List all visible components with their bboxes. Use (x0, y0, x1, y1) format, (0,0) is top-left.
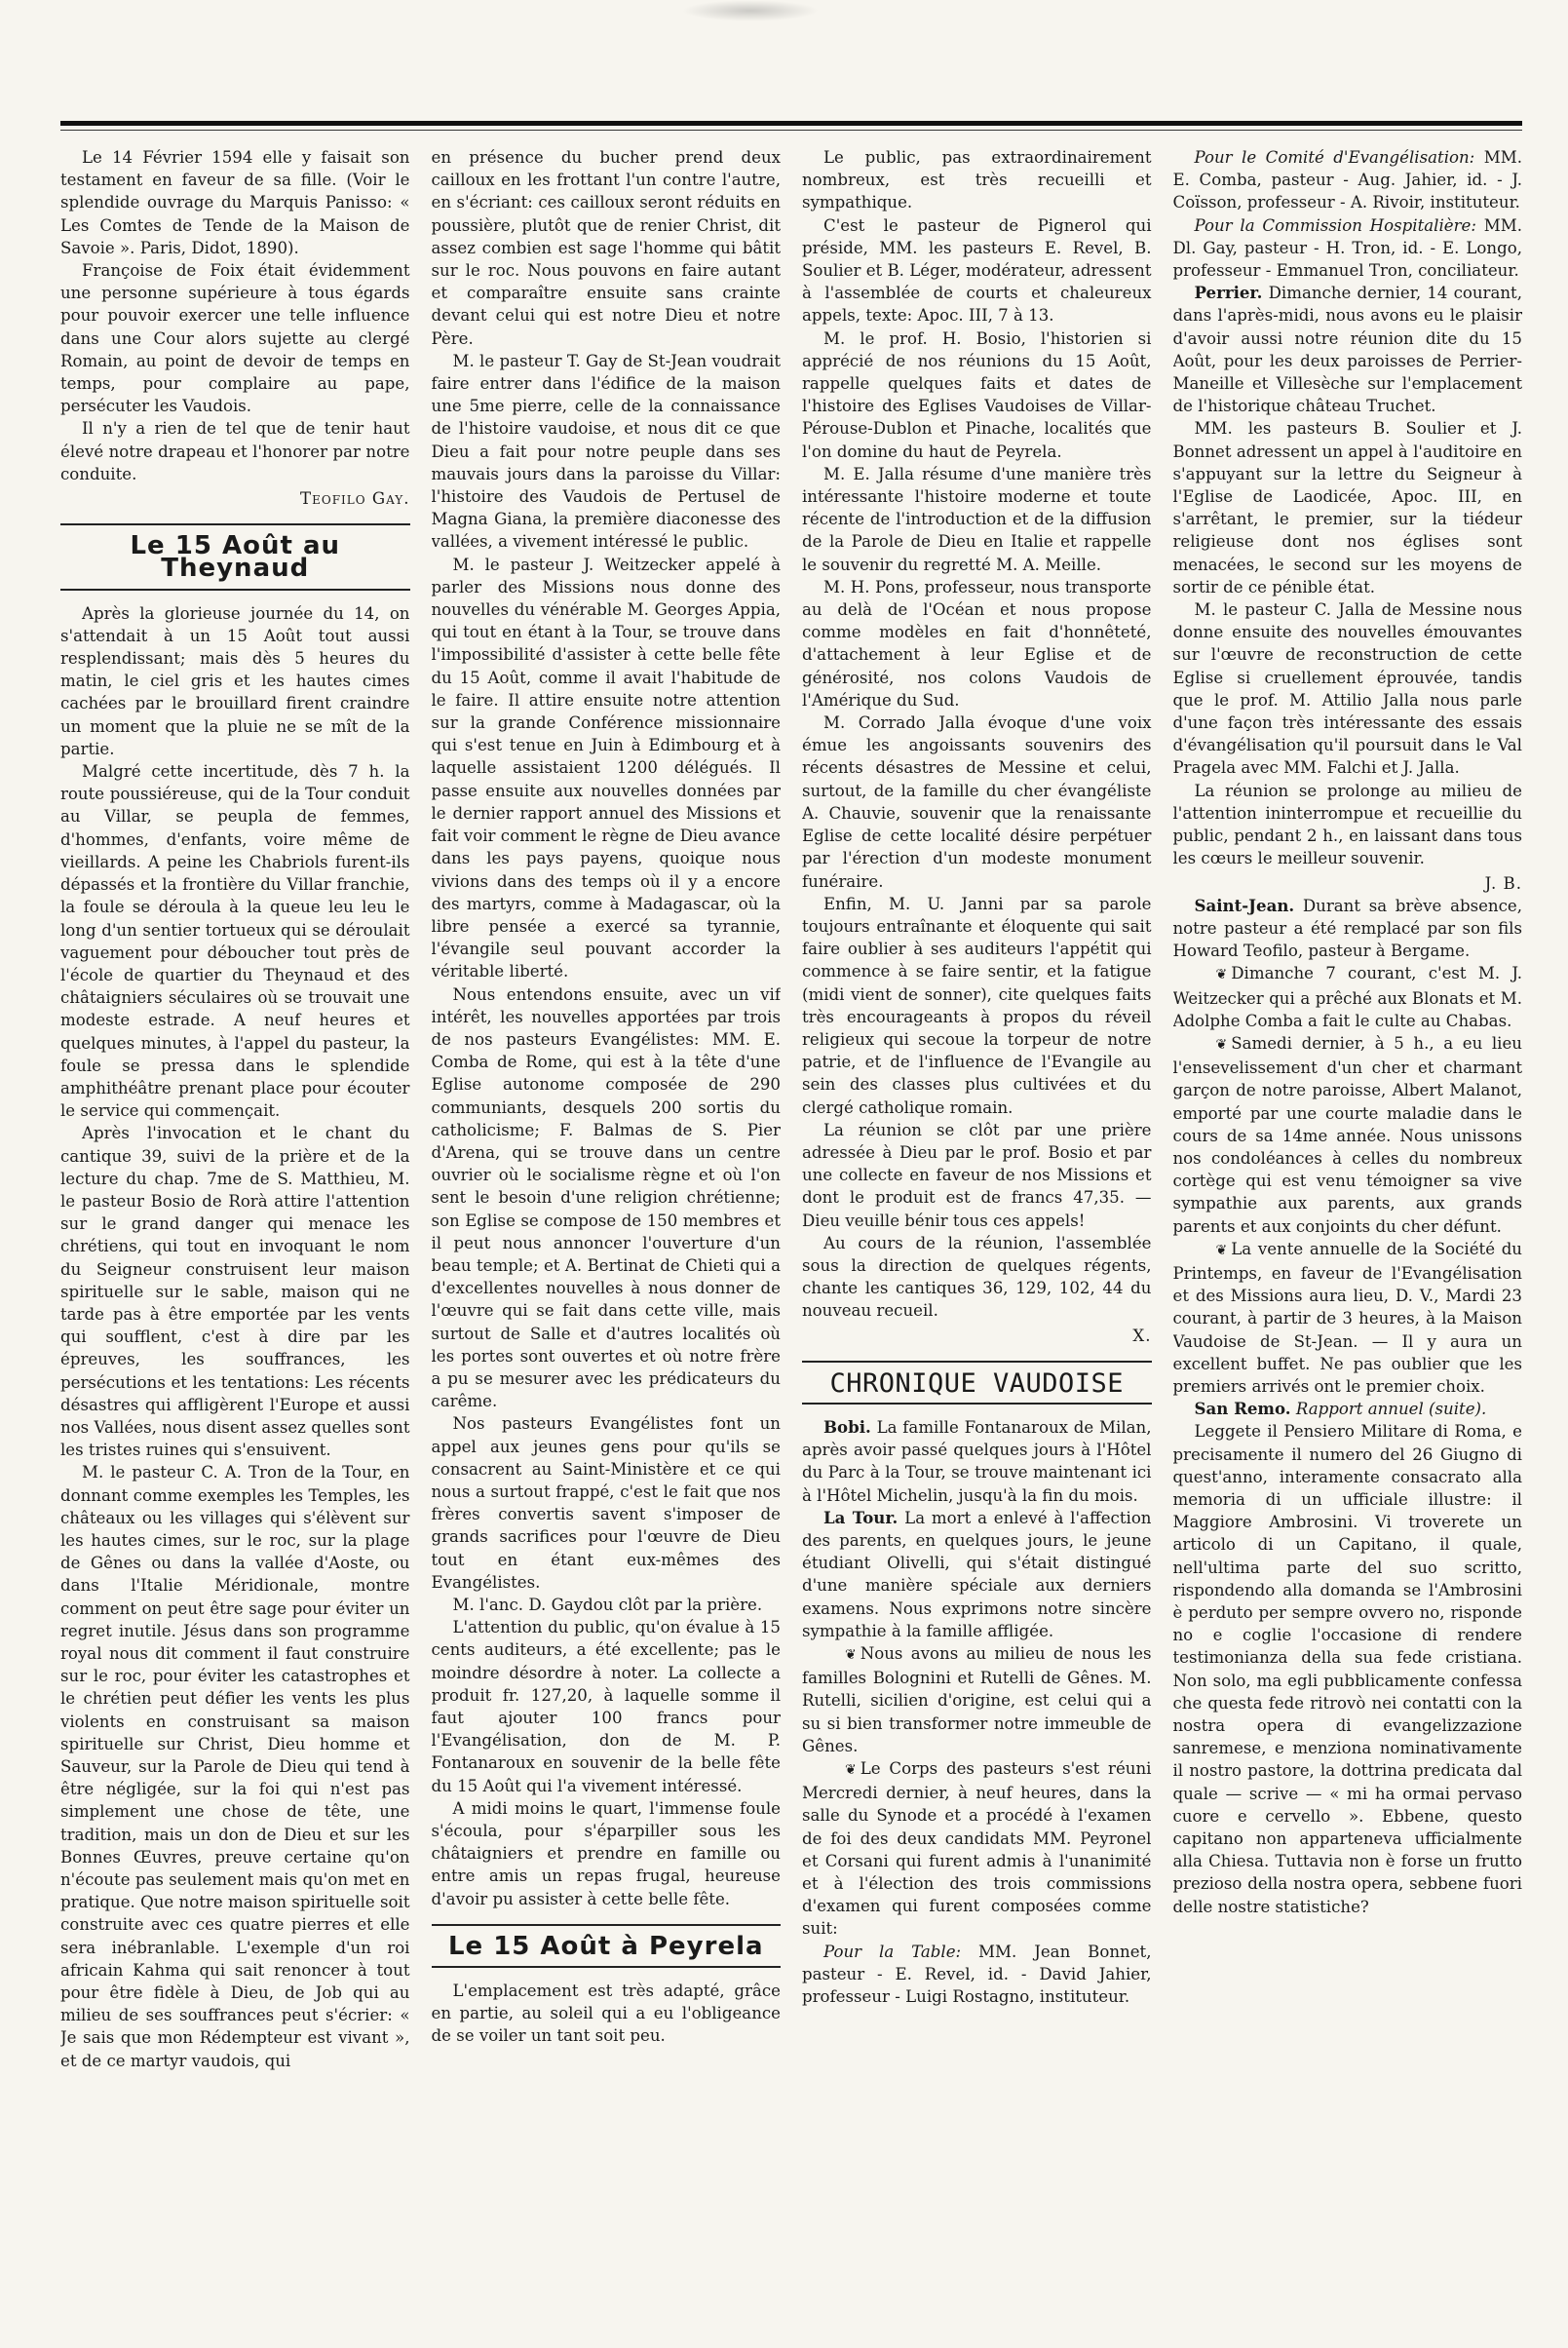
news-text: La vente annuelle de la Société du Printemps, en faveur de l'Evangélisation et des Missions aura lieu, D. V., Mardi 23 courant, à partir de 3 heures, à la Maison Vaudoise de St-Jean. — Il y aura un excellent buffet. Ne pas oublier que les premiers arrivés ont le premier choix. (1172, 1239, 1522, 1396)
paragraph: Nos pasteurs Evangélistes font un appel aux jeunes gens pour qu'ils se consacrent au Saint-Ministère et ce qui nous a surtout frappé, c'est le fait que nos frères convertis savent s'imposer de grands sacrifices pour l'œuvre de Dieu tout en étant eux-mêmes des Evangélistes. (431, 1414, 781, 1592)
paragraph: A midi moins le quart, l'immense foule s'écoula, pour s'éparpiller sous les châtaigniers et prendre en famille ou entre amis un repas frugal, heureuse d'avoir pu assister à cette belle fête. (431, 1798, 781, 1908)
place-name: Saint-Jean. (1194, 895, 1295, 915)
paragraph: M. le pasteur T. Gay de St-Jean voudrait faire entrer dans l'édifice de la maison une 5me pierre, celle de la connaissance de l'histoire vaudoise, et nous dit ce que Dieu a fait pour notre peuple dans ses mauvais jours dans la paroisse du Villar: l'histoire des Vaudois de Pertusel de Magna Giana, la première diaconesse des vallées, a vivement intéressé le public. (431, 351, 781, 552)
separator-icon: ❦ (845, 1647, 857, 1663)
paragraph: M. le pasteur J. Weitzecker appelé à parler des Missions nous donne des nouvelles du vénérable M. Georges Appia, qui tout en étant à la Tour, se trouve dans l'impossibilité d'assister à cette belle fête du 15 Août, comme il avait l'habitude de le faire. Il attire ensuite notre attention sur la grande Conférence missionnaire qui s'est tenue en Juin à Edimbourg et à laquelle assistaient 1200 délégués. Il passe ensuite aux nouvelles données par le dernier rapport annuel des Missions et fait voir comment le règne de Dieu avance dans les pays payens, quoique nous vivions dans des temps où il y a encore des martyrs, comme à Madagascar, où la libre pensée a exercé sa tyrannie, l'évangile seul pouvant accorder la véritable liberté. (431, 555, 781, 982)
news-item (1173, 1238, 1523, 1398)
committee-label: Pour le Comité d'Evangélisation: (1194, 148, 1475, 167)
section-title-chronique: CHRONIQUE VAUDOISE (802, 1361, 1152, 1405)
paragraph: M. le pasteur C. Jalla de Messine nous donne ensuite des nouvelles émouvantes sur l'œuvre de reconstruction de cette Eglise si cruellement éprouvée, tandis que le prof. M. Attilio Jalla nous parle d'une façon très intéressante des essais d'évangélisation qu'il poursuit dans le Val Pragela avec MM. Falchi et J. Jalla. (1172, 600, 1522, 778)
news-item-latour (802, 1507, 1152, 1642)
news-text: Nous avons au milieu de nous les familles Bolognini et Rutelli de Gênes. M. Rutelli, sicilien d'origine, est celui qui a su si bien transformer notre immeuble de Gênes. (802, 1644, 1152, 1755)
news-item-sanremo (1173, 1398, 1523, 1420)
article-title-theynaud: Le 15 Août au Theynaud (60, 523, 410, 590)
paragraph: M. le pasteur C. A. Tron de la Tour, en donnant comme exemples les Temples, les châteaux ou les villages qui s'élèvent sur les hautes cimes, sur le roc, sur la plage de Gênes ou dans la vallée d'Aoste, ou dans l'Italie Méridionale, montre comment on peut être sage pour éviter un regret inutile. Jésus dans son programme royal nous dit comment il faut construire sur le roc, pour éviter les catastrophes et le chrétien peut défier les vents les plus violents en construisant sa maison spirituelle sur Christ, Dieu homme et Sauveur, sur la Parole de Dieu qui tend à être négligée, sur la foi qui n'est pas simplement une chose de tête, une tradition, mais un don de Dieu et sur les Bonnes Œuvres, preuve certaine qu'on n'écoute pas seulement mais qu'on met en pratique. Que notre maison spirituelle soit construite avec ces quatre pierres et elle sera inébranlable. L'exemple d'un roi africain Kahma qui sait renoncer à tout pour être fidèle à Dieu, de Job qui au milieu de ses souffrances peut s'écrier: « Je sais que mon Rédempteur est vivant », et de ce martyr vaudois, qui (60, 1463, 410, 2070)
place-name: San Remo. (1194, 1399, 1291, 1419)
report-label: Rapport annuel (suite). (1295, 1400, 1487, 1419)
news-text: Durant sa brève absence, notre pasteur a été remplacé par son fils Howard Teofilo, pasteur à Bergame. (1172, 896, 1522, 961)
paragraph: Le public, pas extraordinairement nombreux, est très recueilli et sympathique. (802, 148, 1152, 212)
paragraph: Leggete il Pensiero Militare di Roma, e precisamente il numero del 26 Giugno di quest'anno, interamente consacrato alla memoria di un ufficiale illustre: il Maggiore Ambrosini. Vi troverete un articolo di un Capitano, il quale, nell'ultima parte del suo scritto, rispondendo alla domanda se l'Ambrosini è perduto per sempre ovvero no, risponde no e coglie l'occasione di rendere testimonianza della sua fede cristiana. Non solo, ma egli pubblicamente confessa che questa fede ritrovò nei contatti con la nostra opera di evangelizzazione sanremese, e menziona nominativamente il nostro pastore, la dottrina predicata dal quale — scrive — « mi ha ormai pervaso cuore e cervello ». Ebbene, questo capitano non apparteneva ufficialmente alla Chiesa. Tuttavia non è forse un frutto prezioso della nostra opera, sebbene fuori delle nostre statistiche? (1172, 1422, 1522, 1916)
news-item (1173, 146, 1523, 214)
signature: Teofilo Gay. (300, 489, 410, 509)
news-text: MM. Dl. Gay, pasteur - H. Tron, id. - E. Longo, professeur - Emmanuel Tron, conciliateur. (1172, 215, 1522, 281)
paragraph: C'est le pasteur de Pignerol qui préside, MM. les pasteurs E. Revel, B. Soulier et B. Léger, modérateur, adressent à l'assemblée de courts et chaleureux appels, texte: Apoc. III, 7 à 13. (802, 215, 1152, 326)
news-text: Dimanche dernier, 14 courant, dans l'après-midi, nous avons eu le plaisir d'avoir aussi notre réunion dite du 15 Août, pour les deux paroisses de Perrier-Maneille et Villesèche sur l'emplacement de l'historique château Truchet. (1172, 284, 1522, 416)
news-text: Dimanche 7 courant, c'est M. J. Weitzecker qui a prêché aux Blonats et M. Adolphe Comba a fait le culte au Chabas. (1172, 964, 1522, 1030)
news-text: Samedi dernier, à 5 h., a eu lieu l'ensevelissement d'un cher et charmant garçon de notre paroisse, Albert Malanot, emporté par une courte maladie dans le cours de sa 14me année. Nous unissons nos condoléances à celles du nombreux cortège qui est venu témoigner sa vive sympathie aux parents, aux grands parents et aux conjoints du cher défunt. (1172, 1033, 1522, 1236)
paragraph: Le 14 Février 1594 elle y faisait son testament en faveur de sa fille. (Voir le splendide ouvrage du Marquis Panisso: « Les Comtes de Tende de la Maison de Savoie ». Paris, Didot, 1890). (60, 148, 410, 257)
news-text: La mort a enlevé à l'affection des parents, en quelques jours, le jeune étudiant Olivelli, qui s'était distingué d'une manière spéciale aux derniers examens. Nous exprimons notre sincère sympathie à la famille affligée. (802, 1508, 1152, 1640)
place-name: Perrier. (1194, 283, 1263, 303)
place-name: Bobi. (823, 1416, 871, 1437)
paragraph: Après la glorieuse journée du 14, on s'attendait à un 15 Août tout aussi resplendissant; mais dès 5 heures du matin, le ciel gris et les hautes cimes cachées par le brouillard firent craindre un moment que la pluie ne se mît de la partie. (60, 603, 410, 758)
paragraph: L'emplacement est très adapté, grâce en partie, au soleil qui a eu l'obligeance de se voiler un tant soit peu. (431, 1982, 781, 2046)
paragraph: M. H. Pons, professeur, nous transporte au delà de l'Océan et nous propose comme modèles en fait d'honnêteté, d'attachement à leur Eglise et de générosité, nos colons Vaudois de l'Amérique du Sud. (802, 577, 1152, 710)
committee-label: Pour la Table: (823, 1942, 962, 1961)
separator-icon: ❦ (845, 1762, 857, 1779)
news-text: Le Corps des pasteurs s'est réuni Mercredi dernier, à neuf heures, dans la salle du Synode et a procédé à l'examen de foi des deux candidats MM. Peyronel et Corsani qui furent admis à l'unanimité et à l'élection des trois commissions d'examen qui furent composées comme suit: (802, 1759, 1152, 1939)
signature: X. (1132, 1326, 1152, 1345)
paragraph: Françoise de Foix était évidemment une personne supérieure à tous égards pour pouvoir exercer une telle influence dans une Cour alors sujette au clergé Romain, au point de devoir de temps en temps, pour complaire au pape, persécuter les Vaudois. (60, 261, 410, 416)
paragraph: La réunion se prolonge au milieu de l'attention ininterrompue et recueillie du public, pendant 2 h., en laissant dans tous les cœurs le meilleur souvenir. (1172, 781, 1522, 868)
paragraph: L'attention du public, qu'on évalue à 15 cents auditeurs, a été excellente; pas le moindre désordre à noter. La collecte a produit fr. 127,20, à laquelle somme il faut ajouter 100 francs pour l'Evangélisation, don de M. P. Fontanaroux en souvenir de la belle fête du 15 Août qui l'a vivement intéressé. (431, 1618, 781, 1795)
news-text: MM. Jean Bonnet, pasteur - E. Revel, id. - David Jahier, professeur - Luigi Rostagno, instituteur. (802, 1942, 1152, 2007)
separator-icon: ❦ (1215, 967, 1228, 983)
column-2 (432, 146, 782, 2334)
news-item (1173, 1032, 1523, 1238)
separator-icon: ❦ (1215, 1036, 1228, 1053)
paragraph: Il n'y a rien de tel que de tenir haut élevé notre drapeau et l'honorer par notre conduite. (60, 419, 410, 483)
newspaper-columns (60, 146, 1522, 2334)
paragraph: M. Corrado Jalla évoque d'une voix émue les angoissants souvenirs des récents désastres de Messine et celui, surtout, de la famille du cher évangéliste A. Chauvie, souvenir que la renaissante Eglise de cette localité désire perpétuer par l'érection d'un modeste monument funéraire. (802, 713, 1152, 891)
paragraph: M. le prof. H. Bosio, l'historien si apprécié de nos réunions du 15 Août, rappelle quelques faits et dates de l'histoire des Eglises Vaudoises de Villar-Pérouse-Dublon et Pinache, localités que l'on domine du haut de Peyrela. (802, 328, 1152, 461)
separator-icon: ❦ (1215, 1242, 1228, 1258)
paragraph: Enfin, M. U. Janni par sa parole toujours entraînante et éloquente qui sait faire oublier à ses auditeurs l'appétit qui commence à se faire sentir, et la fatigue (midi vient de sonner), cite quelques faits très encourageants à propos du réveil religieux qui secoue la torpeur de notre patrie, et de l'influence de l'Evangile au sein des classes plus cultivées et du clergé catholique romain. (802, 894, 1152, 1117)
paragraph: en présence du bucher prend deux cailloux en les frottant l'un contre l'autre, en s'écriant: ces cailloux seront réduits en poussière, plutôt que de renier Christ, dit assez combien est sage l'homme qui bâtit sur le roc. Nous pouvons en faire autant et comparaître ensuite sans crainte devant celui qui est notre Dieu et notre Père. (431, 148, 781, 348)
news-item (1173, 214, 1523, 283)
news-item (802, 1941, 1152, 2009)
signature: J. B. (1484, 873, 1522, 893)
news-item-perrier (1173, 282, 1523, 417)
news-item (802, 1757, 1152, 1941)
paragraph: Après l'invocation et le chant du cantique 39, suivi de la prière et de la lecture du chap. 7me de S. Matthieu, M. le pasteur Bosio de Rorà attire l'attention sur le grand danger qui menace les chrétiens, qui tout en invoquant le nom du Seigneur construisent leur maison spirituelle sur le sable, maison qui ne tarde pas à être emportée par les vents qui soufflent, c'est à dire par les épreuves, les souffrances, les persécutions et les tentations: Les récents désastres qui affligèrent l'Europe et aussi nos Vallées, nous disent assez quelles sont les tristes ruines qui s'ensuivent. (60, 1124, 410, 1460)
place-name: La Tour. (823, 1507, 899, 1527)
paragraph: M. l'anc. D. Gaydou clôt par la prière. (452, 1596, 763, 1614)
column-1 (60, 146, 410, 2334)
paragraph: MM. les pasteurs B. Soulier et J. Bonnet adressent un appel à l'auditoire en s'appuyant sur la lettre du Seigneur à l'Eglise de Laodicée, Apoc. III, en s'arrêtant, le premier, sur la tiédeur religieuse dont nos églises sont menacées, le second sur les moyens de sortir de ce pénible état. (1172, 419, 1522, 597)
paragraph: Au cours de la réunion, l'assemblée sous la direction de quelques régents, chante les cantiques 36, 129, 102, 44 du nouveau recueil. (802, 1233, 1152, 1321)
paragraph: Nous entendons ensuite, avec un vif intérêt, les nouvelles apportées par trois de nos pasteurs Evangélistes: MM. E. Comba de Rome, qui est à la tête d'une Eglise autonome composée de 290 communiants, desquels 200 sortis du catholicisme; F. Balmas de S. Pier d'Arena, qui se trouve dans un centre ouvrier où le socialisme règne et où l'on sent le besoin d'une religion chrétienne; son Eglise se compose de 150 membres et il peut nous annoncer l'ouverture d'un beau temple; et A. Bertinat de Chieti qui a d'excellentes nouvelles à nous donner de l'œuvre qui se fait dans cette ville, mais surtout de Salle et d'autres localités où les portes sont ouvertes et où notre frère a pu se mesurer avec les prédicateurs du carême. (431, 984, 781, 1411)
page-stain (682, 0, 819, 21)
header-rule (60, 121, 1522, 126)
header-rule-thin (60, 130, 1522, 131)
news-item-stjean (1173, 895, 1523, 963)
news-item (802, 1642, 1152, 1757)
article-title-peyrela: Le 15 Août à Peyrela (432, 1924, 782, 1968)
news-text: La famille Fontanaroux de Milan, après avoir passé quelques jours à l'Hôtel du Parc à la Tour, se trouve maintenant ici à l'Hôtel Michelin, jusqu'à la fin du mois. (802, 1417, 1152, 1505)
column-3 (802, 146, 1152, 2334)
paragraph: La réunion se clôt par une prière adressée à Dieu par le prof. Bosio et par une collecte en faveur de nos Missions et dont le produit est de francs 47,35. — Dieu veuille bénir tous ces appels! (802, 1120, 1152, 1230)
paragraph: M. E. Jalla résume d'une manière très intéressante l'histoire moderne et toute récente de l'introduction et de la diffusion de la Parole de Dieu en Italie et rappelle le souvenir du regretté M. A. Meille. (802, 464, 1152, 574)
paragraph: Malgré cette incertitude, dès 7 h. la route poussiéreuse, qui de la Tour conduit au Villar, se peupla de femmes, d'hommes, d'enfants, voire même de vieillards. A peine les Chabriols furent-ils dépassés et la frontière du Villar franchie, la foule se déroula à la queue leu leu le long d'un sentier tortueux qui se déroulait vaguement pour déboucher tout près de l'école de quartier du Theynaud et des châtaigniers séculaires où se trouvait une modeste estrade. A neuf heures et quelques minutes, à l'appel du pasteur, la foule se pressa dans le splendide amphithéâtre prenant place pour écouter le service qui commençait. (60, 762, 410, 1121)
column-4 (1173, 146, 1523, 2334)
news-item (1173, 962, 1523, 1032)
news-text: MM. E. Comba, pasteur - Aug. Jahier, id. - J. Coïsson, professeur - A. Rivoir, instituteur. (1172, 148, 1522, 212)
committee-label: Pour la Commission Hospitalière: (1194, 215, 1476, 235)
news-item-bobi (802, 1416, 1152, 1507)
